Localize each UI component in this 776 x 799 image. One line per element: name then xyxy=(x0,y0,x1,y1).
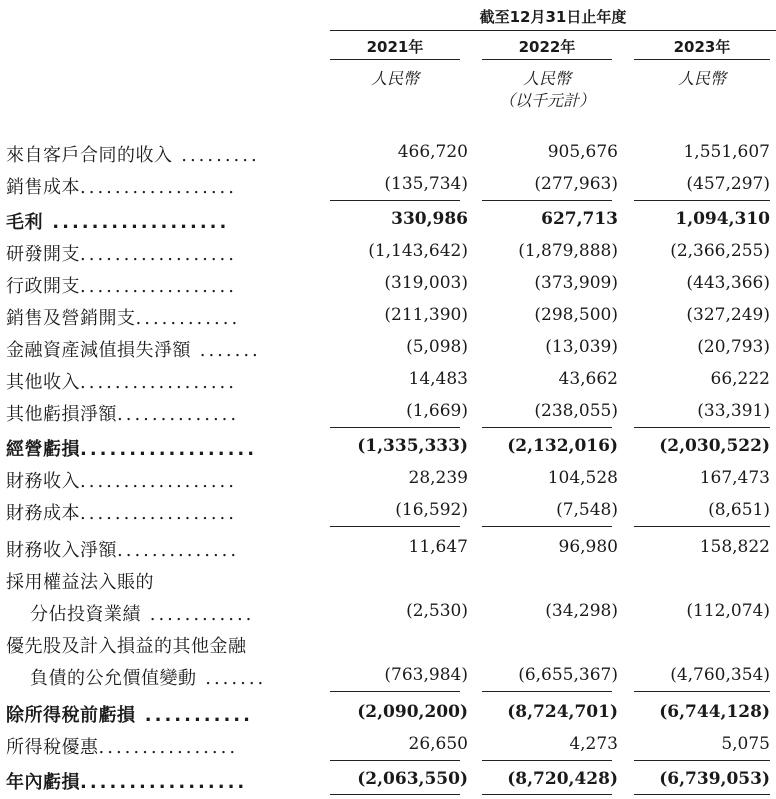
value-2022: (8,724,701) xyxy=(507,702,618,722)
table-row xyxy=(0,300,776,332)
row-label: 採用權益法入賬的 xyxy=(6,572,154,593)
value-2022: (277,963) xyxy=(534,174,618,194)
table-row xyxy=(0,697,776,729)
value-2021: (1,143,642) xyxy=(368,241,468,261)
row-label: 來自客戶合同的收入 ......... xyxy=(6,145,260,166)
row-label: 優先股及計入損益的其他金融 xyxy=(6,636,247,657)
row-label: 毛利 .................. xyxy=(6,212,230,233)
value-2021: (5,098) xyxy=(406,337,468,357)
value-2021: 26,650 xyxy=(408,734,468,754)
row-label: 財務收入淨額.............. xyxy=(6,540,240,561)
value-2022: 627,713 xyxy=(541,209,618,229)
row-label: 銷售成本.................. xyxy=(6,177,237,198)
subtotal-rule xyxy=(330,200,460,201)
value-2022: (6,655,367) xyxy=(518,665,618,685)
row-label: 財務收入.................. xyxy=(6,471,237,492)
row-label: 行政開支.................. xyxy=(6,276,237,297)
subtotal-rule xyxy=(482,200,612,201)
table-row xyxy=(0,396,776,428)
table-row xyxy=(0,564,776,596)
value-2021: (211,390) xyxy=(384,305,468,325)
value-2023: (327,249) xyxy=(686,305,770,325)
year-underline-2021 xyxy=(330,59,460,60)
table-row xyxy=(0,729,776,761)
subtotal-rule xyxy=(634,760,770,761)
value-2022: (298,500) xyxy=(534,305,618,325)
value-2021: 330,986 xyxy=(391,209,468,229)
value-2022: 96,980 xyxy=(558,537,618,557)
value-2021: (16,592) xyxy=(395,500,468,520)
row-label: 財務成本.................. xyxy=(6,503,237,524)
value-2023: 1,551,607 xyxy=(683,142,770,162)
table-row xyxy=(0,137,776,169)
table-row xyxy=(0,495,776,527)
value-2022: (7,548) xyxy=(556,500,618,520)
value-2023: (6,744,128) xyxy=(659,702,770,722)
total-rule xyxy=(482,794,612,795)
value-2021: 14,483 xyxy=(408,369,468,389)
row-label: 負債的公允價值變動 ....... xyxy=(30,668,267,689)
subtotal-rule xyxy=(330,760,460,761)
value-2023: 5,075 xyxy=(721,734,770,754)
row-label: 金融資產減值損失淨額 ....... xyxy=(6,340,261,361)
subtotal-rule xyxy=(330,526,460,527)
row-label: 年內虧損................. xyxy=(6,772,248,793)
table-row xyxy=(0,596,776,628)
value-2023: 1,094,310 xyxy=(675,209,770,229)
value-2023: 167,473 xyxy=(699,468,770,488)
value-2021: 11,647 xyxy=(408,537,468,557)
row-label: 所得稅優惠................ xyxy=(6,737,239,758)
value-2021: (2,090,200) xyxy=(357,702,468,722)
value-2022: (34,298) xyxy=(545,601,618,621)
value-2023: (2,030,522) xyxy=(659,436,770,456)
value-2023: (2,366,255) xyxy=(670,241,770,261)
table-row xyxy=(0,532,776,564)
table-row xyxy=(0,764,776,796)
total-rule xyxy=(330,794,460,795)
table-row xyxy=(0,463,776,495)
value-2022: 905,676 xyxy=(547,142,618,162)
table-row xyxy=(0,364,776,396)
subtotal-rule xyxy=(482,691,612,692)
row-label: 其他收入.................. xyxy=(6,372,237,393)
value-2023: (20,793) xyxy=(697,337,770,357)
subtotal-rule xyxy=(634,200,770,201)
period-header: 截至12月31日止年度 xyxy=(479,8,627,26)
value-2023: (112,074) xyxy=(686,601,770,621)
year-header-2021: 2021年 xyxy=(366,38,424,56)
value-2023: 66,222 xyxy=(710,369,770,389)
value-2022: (8,720,428) xyxy=(507,769,618,789)
value-2021: (135,734) xyxy=(384,174,468,194)
value-2022: (2,132,016) xyxy=(507,436,618,456)
value-2023: (4,760,354) xyxy=(670,665,770,685)
value-2023: (8,651) xyxy=(708,500,770,520)
currency-2023: 人民幣 xyxy=(677,69,726,88)
value-2021: (319,003) xyxy=(384,273,468,293)
subtotal-rule xyxy=(634,427,770,428)
table-row xyxy=(0,204,776,236)
value-2023: (457,297) xyxy=(686,174,770,194)
row-label: 銷售及營銷開支............ xyxy=(6,308,241,329)
row-label: 分佔投資業績 ............ xyxy=(30,604,255,625)
value-2023: 158,822 xyxy=(699,537,770,557)
row-label: 其他虧損淨額.............. xyxy=(6,404,240,425)
subtotal-rule xyxy=(634,526,770,527)
row-label: 研發開支.................. xyxy=(6,244,237,265)
value-2023: (33,391) xyxy=(697,401,770,421)
table-row xyxy=(0,431,776,463)
year-underline-2023 xyxy=(634,59,770,60)
currency-2022: 人民幣 xyxy=(522,69,571,88)
currency-2021: 人民幣 xyxy=(370,69,419,88)
table-row xyxy=(0,236,776,268)
table-row xyxy=(0,332,776,364)
period-underline xyxy=(330,30,776,31)
subtotal-rule xyxy=(330,691,460,692)
value-2021: 466,720 xyxy=(397,142,468,162)
year-underline-2022 xyxy=(482,59,612,60)
table-row xyxy=(0,628,776,660)
row-label: 除所得稅前虧損 ........... xyxy=(6,705,253,726)
table-row xyxy=(0,169,776,201)
year-header-2022: 2022年 xyxy=(518,38,576,56)
row-label: 經營虧損.................. xyxy=(6,439,258,460)
value-2021: 28,239 xyxy=(408,468,468,488)
table-row xyxy=(0,268,776,300)
value-2022: (373,909) xyxy=(534,273,618,293)
value-2022: 43,662 xyxy=(558,369,618,389)
value-2021: (2,530) xyxy=(406,601,468,621)
value-2021: (2,063,550) xyxy=(357,769,468,789)
value-2022: (13,039) xyxy=(545,337,618,357)
value-2022: (238,055) xyxy=(534,401,618,421)
value-2021: (1,669) xyxy=(406,401,468,421)
value-2021: (1,335,333) xyxy=(357,436,468,456)
subtotal-rule xyxy=(482,760,612,761)
value-2023: (6,739,053) xyxy=(659,769,770,789)
value-2022: 4,273 xyxy=(569,734,618,754)
value-2022: 104,528 xyxy=(547,468,618,488)
year-header-2023: 2023年 xyxy=(673,38,731,56)
unit-note: （以千元計） xyxy=(498,91,595,110)
subtotal-rule xyxy=(330,427,460,428)
subtotal-rule xyxy=(634,691,770,692)
subtotal-rule xyxy=(482,526,612,527)
value-2022: (1,879,888) xyxy=(518,241,618,261)
total-rule xyxy=(634,794,770,795)
table-row xyxy=(0,660,776,692)
value-2021: (763,984) xyxy=(384,665,468,685)
value-2023: (443,366) xyxy=(686,273,770,293)
subtotal-rule xyxy=(482,427,612,428)
